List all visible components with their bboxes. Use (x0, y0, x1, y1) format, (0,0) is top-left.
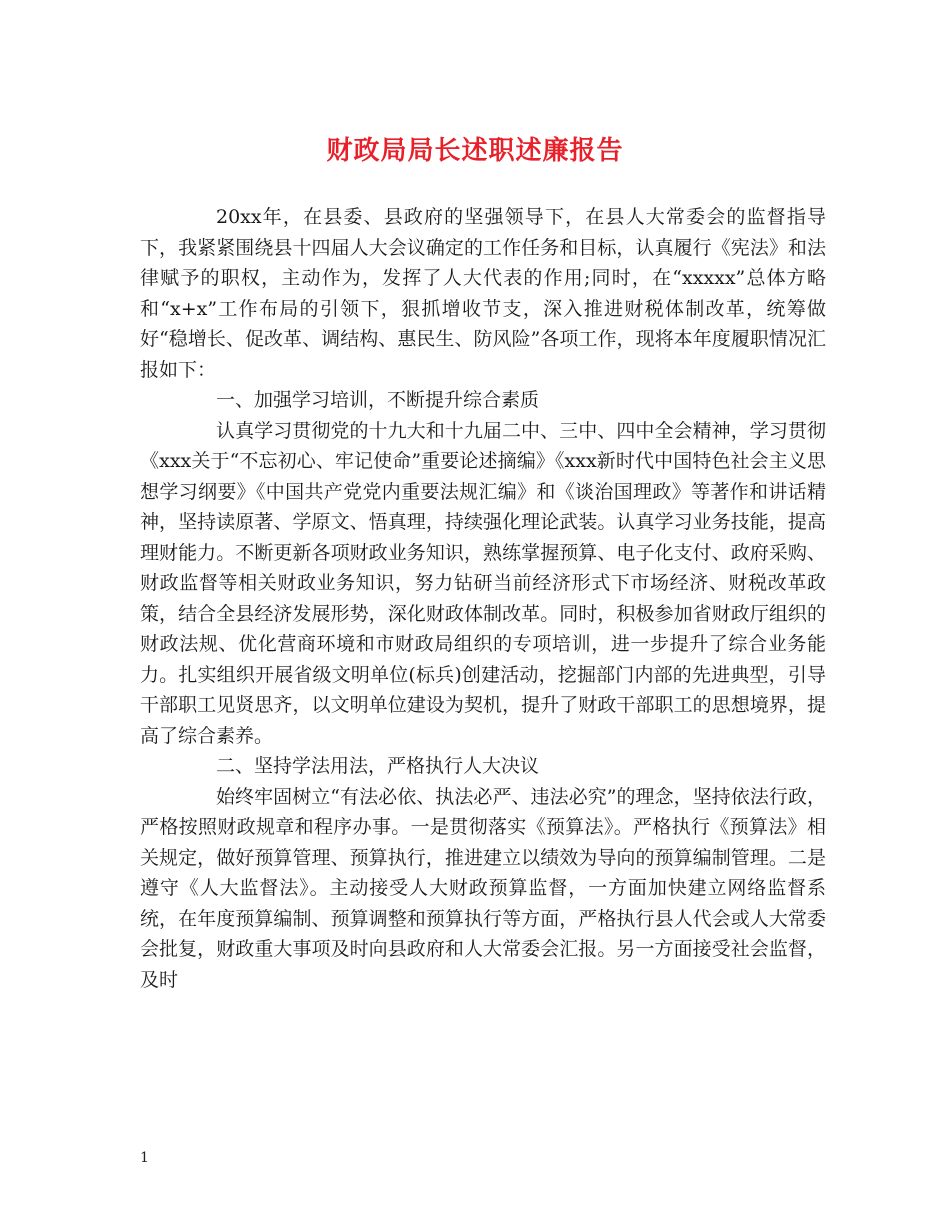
section-heading-2: 二、坚持学法用法，严格执行人大决议 (216, 755, 540, 777)
intro-paragraph: 20xx年，在县委、县政府的坚强领导下，在县人大常委会的监督指导下，我紧紧围绕县十四届人大会议确定的工作任务和目标，认真履行《宪法》和法律赋予的职权，主动作为，发挥了人大代表的作用;同时，在“xxxxx”总体方略和“x+x”工作布局的引领下，狠抓增收节支，深入推进财税体制改革，统筹做好“稳增长、促改革、调结构、惠民生、防风险”各项工作，现将本年度履职情况汇报如下： (140, 206, 826, 381)
section-1-paragraph: 认真学习贯彻党的十九大和十九届二中、三中、四中全会精神，学习贯彻《xxx关于“不忘初心、牢记使命”重要论述摘编》《xxx新时代中国特色社会主义思想学习纲要》《中国共产党党内重要法规汇编》和《谈治国理政》等著作和讲话精神，坚持读原著、学原文、悟真理，持续强化理论武装。认真学习业务技能，提高理财能力。不断更新各项财政业务知识，熟练掌握预算、电子化支付、政府采购、财政监督等相关财政业务知识，努力钻研当前经济形式下市场经济、财税改革政策，结合全县经济发展形势，深化财政体制改革。同时，积极参加省财政厅组织的财政法规、优化营商环境和市财政局组织的专项培训，进一步提升了综合业务能力。扎实组织开展省级文明单位(标兵)创建活动，挖掘部门内部的先进典型，引导干部职工见贤思齐，以文明单位建设为契机，提升了财政干部职工的思想境界，提高了综合素养。 (140, 419, 826, 747)
document-title: 财政局局长述职述廉报告 (326, 136, 624, 166)
section-heading-1: 一、加强学习培训，不断提升综合素质 (216, 389, 540, 411)
section-2-paragraph: 始终牢固树立“有法必依、执法必严、违法必究”的理念，坚持依法行政，严格按照财政规章和程序办事。一是贯彻落实《预算法》。严格执行《预算法》相关规定，做好预算管理、预算执行，推进建立以绩效为导向的预算编制管理。二是遵守《人大监督法》。主动接受人大财政预算监督，一方面加快建立网络监督系统，在年度预算编制、预算调整和预算执行等方面，严格执行县人代会或人大常委会批复，财政重大事项及时向县政府和人大常委会汇报。另一方面接受社会监督，及时 (140, 785, 826, 991)
page-number: 1 (140, 1150, 149, 1166)
document-body (140, 202, 826, 995)
